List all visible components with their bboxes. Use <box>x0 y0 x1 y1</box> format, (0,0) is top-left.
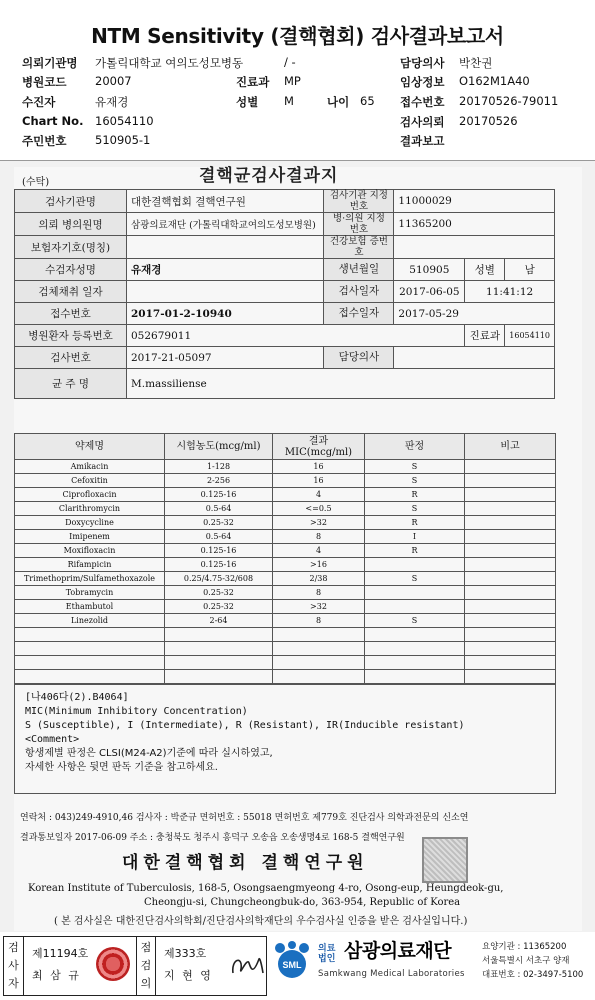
reviewer-name: 지 현 영 <box>164 969 213 982</box>
info-label: 검체채취 일자 <box>15 281 127 303</box>
column-header: 약제명 <box>15 434 165 460</box>
drug-remark <box>465 530 556 544</box>
info-value <box>127 281 324 303</box>
institute-seal <box>422 837 468 883</box>
scanned-report-page <box>14 167 582 931</box>
drug-conc: 0.25/4.75-32/608 <box>165 572 273 586</box>
label-institution: 의뢰기관명 <box>22 56 78 70</box>
drug-conc: 2-64 <box>165 614 273 628</box>
info-row <box>15 236 555 259</box>
patient-info-table <box>14 189 555 399</box>
drug-name: Imipenem <box>15 530 165 544</box>
drug-mic: >32 <box>273 516 365 530</box>
drug-remark <box>465 642 556 656</box>
drug-conc: 0.125-16 <box>165 488 273 502</box>
drug-judge: S <box>365 502 465 516</box>
drug-row <box>15 544 556 558</box>
value-chart-no: 16054110 <box>95 114 154 128</box>
label-clinical-info: 임상정보 <box>400 75 445 89</box>
info-row <box>15 303 555 325</box>
label-receipt-no: 접수번호 <box>400 95 445 109</box>
info-value: 052679011 <box>127 325 465 347</box>
label-sex: 성별 <box>236 95 259 109</box>
info-label: 검사번호 <box>15 347 127 369</box>
info-label: 접수번호 <box>15 303 127 325</box>
value-request-date: 20170526 <box>459 114 518 128</box>
value-clinical-info: O162M1A40 <box>459 74 530 88</box>
label-age: 나이 <box>327 95 350 109</box>
legend-box <box>14 684 556 794</box>
corp-address: 서울특별시 서초구 양재 <box>482 956 570 966</box>
value-ward: / - <box>284 55 296 69</box>
signature-bar <box>0 934 595 1000</box>
value-hospital-code: 20007 <box>95 74 132 88</box>
drug-judge: S <box>365 460 465 474</box>
drug-mic: 8 <box>273 614 365 628</box>
info-row <box>15 347 555 369</box>
info-label: 성별 <box>465 259 505 281</box>
drug-row <box>15 600 556 614</box>
drug-mic: >16 <box>273 558 365 572</box>
corp-info <box>482 940 583 982</box>
info-label: 보험자기호(명칭) <box>15 236 127 259</box>
drug-remark <box>465 474 556 488</box>
info-value: 삼광의료재단 (가톨릭대학교여의도성모병원) <box>127 213 324 236</box>
drug-sensitivity-table <box>14 433 556 684</box>
info-label: 접수일자 <box>324 303 394 325</box>
drug-name: Ethambutol <box>15 600 165 614</box>
label-doctor: 담당의사 <box>400 56 445 70</box>
column-header: 판정 <box>365 434 465 460</box>
drug-row <box>15 572 556 586</box>
corp-name: 삼광의료재단 <box>344 940 452 962</box>
drug-row <box>15 642 556 656</box>
info-value: 대한결핵협회 결핵연구원 <box>127 190 324 213</box>
legend-line: 자세한 사항은 뒷면 판독 기준을 참고하세요. <box>25 762 218 773</box>
info-value: 11000029 <box>394 190 555 213</box>
drug-name: Rifampicin <box>15 558 165 572</box>
drug-name <box>15 628 165 642</box>
scan-title: 결핵균검사결과지 <box>199 166 339 186</box>
sml-logo <box>272 940 312 980</box>
info-value: 11:41:12 <box>465 281 555 303</box>
info-value: 2017-06-05 <box>394 281 465 303</box>
info-value: 2017-01-2-10940 <box>127 303 324 325</box>
info-label: 검사기관 지정번호 <box>324 190 394 213</box>
drug-judge: S <box>365 614 465 628</box>
institute-address-en-1: Korean Institute of Tuberculosis, 168-5, Osongsaengmyeong 4-ro, Osong-eup, Heungdeok-gu, <box>28 883 504 894</box>
contact-line: 연락처 : 043)249-4910,46 검사자 : 박준규 면허번호 : 55018 면허번호 제779호 진단검사 의학과전문의 신소연 <box>20 813 469 823</box>
drug-row <box>15 488 556 502</box>
info-label: 검사기관명 <box>15 190 127 213</box>
drug-judge: S <box>365 572 465 586</box>
value-age: 65 <box>360 94 375 108</box>
reviewer-label-text: 점검의 <box>140 941 152 990</box>
drug-remark <box>465 670 556 684</box>
drug-row <box>15 474 556 488</box>
scanned-report <box>0 160 595 932</box>
value-sex: M <box>284 94 294 108</box>
reviewer-label <box>136 937 156 995</box>
value-receipt-no: 20170526-79011 <box>459 94 559 108</box>
info-value: M.massiliense <box>127 369 555 399</box>
legend-line: [나406다(2).B4064] <box>25 692 129 703</box>
drug-mic: <=0.5 <box>273 502 365 516</box>
value-doctor: 박찬권 <box>459 56 493 70</box>
column-header: 시험농도(mcg/ml) <box>165 434 273 460</box>
corp-prefix <box>318 944 338 964</box>
info-label: 건강보험 증번호 <box>324 236 394 259</box>
consignment-mark: (수탁) <box>22 177 50 188</box>
drug-judge <box>365 600 465 614</box>
drug-judge <box>365 656 465 670</box>
label-chart-no: Chart No. <box>22 114 84 128</box>
drug-name: Tobramycin <box>15 586 165 600</box>
inspector-label <box>4 937 24 995</box>
drug-remark <box>465 488 556 502</box>
inspector-name: 최 삼 규 <box>32 969 81 982</box>
drug-header-row <box>15 434 556 460</box>
drug-conc: 0.25-32 <box>165 600 273 614</box>
info-row <box>15 369 555 399</box>
info-label: 검사일자 <box>324 281 394 303</box>
label-resident-no: 주민번호 <box>22 134 67 148</box>
corp-name-en: Samkwang Medical Laboratories <box>318 969 465 979</box>
drug-name: Clarithromycin <box>15 502 165 516</box>
drug-name: Moxifloxacin <box>15 544 165 558</box>
drug-conc: 0.25-32 <box>165 516 273 530</box>
drug-remark <box>465 628 556 642</box>
column-header: 비고 <box>465 434 556 460</box>
drug-conc: 2-256 <box>165 474 273 488</box>
drug-conc: 1-128 <box>165 460 273 474</box>
drug-judge: R <box>365 516 465 530</box>
drug-conc <box>165 642 273 656</box>
drug-mic: 2/38 <box>273 572 365 586</box>
report-title: NTM Sensitivity (결핵협회) 검사결과보고서 <box>91 24 504 48</box>
legend-line: 항생제별 판정은 CLSI(M24-A2)기준에 따라 실시하였고, <box>25 748 273 759</box>
logo-text: SML <box>282 960 302 970</box>
info-label: 의뢰 병의원명 <box>15 213 127 236</box>
info-value <box>394 236 555 259</box>
report-header <box>0 0 595 160</box>
drug-row <box>15 656 556 670</box>
drug-mic <box>273 656 365 670</box>
info-value: 11365200 <box>394 213 555 236</box>
drug-judge <box>365 586 465 600</box>
drug-conc: 0.5-64 <box>165 502 273 516</box>
drug-row <box>15 516 556 530</box>
drug-row <box>15 670 556 684</box>
info-label: 균 주 명 <box>15 369 127 399</box>
drug-remark <box>465 544 556 558</box>
drug-judge: S <box>365 474 465 488</box>
drug-name: Linezolid <box>15 614 165 628</box>
value-resident-no: 510905-1 <box>95 133 151 147</box>
drug-mic: 8 <box>273 530 365 544</box>
info-row <box>15 190 555 213</box>
drug-remark <box>465 558 556 572</box>
drug-name <box>15 670 165 684</box>
drug-remark <box>465 572 556 586</box>
info-value: 510905 <box>394 259 465 281</box>
drug-mic: 4 <box>273 488 365 502</box>
legend-line: <Comment> <box>25 734 80 745</box>
drug-remark <box>465 502 556 516</box>
certification-note: ( 본 검사실은 대한진단검사의학회/진단검사의학재단의 우수검사실 인증을 받은 검사실입니다.) <box>54 916 468 927</box>
drug-row <box>15 558 556 572</box>
legend-line: MIC(Minimum Inhibitory Concentration) <box>25 706 248 717</box>
info-label: 생년월일 <box>324 259 394 281</box>
drug-conc <box>165 656 273 670</box>
drug-conc: 0.5-64 <box>165 530 273 544</box>
label-request-date: 검사의뢰 <box>400 115 445 129</box>
drug-name: Cefoxitin <box>15 474 165 488</box>
drug-mic: 16 <box>273 474 365 488</box>
drug-conc: 0.125-16 <box>165 544 273 558</box>
drug-remark <box>465 460 556 474</box>
info-row <box>15 281 555 303</box>
drug-mic: 8 <box>273 586 365 600</box>
drug-judge <box>365 558 465 572</box>
drug-remark <box>465 614 556 628</box>
inspector-license: 제11194호 <box>32 947 89 960</box>
drug-conc: 0.25-32 <box>165 586 273 600</box>
label-hospital-code: 병원코드 <box>22 75 67 89</box>
drug-name: Ciprofloxacin <box>15 488 165 502</box>
info-value: 2017-05-29 <box>394 303 555 325</box>
drug-row <box>15 614 556 628</box>
column-header: 결과 MIC(mcg/ml) <box>273 434 365 460</box>
info-value: 2017-21-05097 <box>127 347 324 369</box>
value-patient: 유재경 <box>95 95 129 109</box>
drug-row <box>15 502 556 516</box>
drug-remark <box>465 516 556 530</box>
drug-remark <box>465 656 556 670</box>
info-row <box>15 325 555 347</box>
info-value <box>127 236 324 259</box>
info-value: 유재경 <box>127 259 324 281</box>
info-label: 병원환자 등록번호 <box>15 325 127 347</box>
drug-name <box>15 642 165 656</box>
reviewer-license: 제333호 <box>164 947 207 960</box>
drug-mic: >32 <box>273 600 365 614</box>
info-row <box>15 259 555 281</box>
drug-row <box>15 530 556 544</box>
drug-remark <box>465 600 556 614</box>
drug-judge: R <box>365 488 465 502</box>
corp-phone: 대표번호 : 02-3497-5100 <box>482 970 584 980</box>
reviewer-signature <box>229 949 265 981</box>
info-label: 병·의원 지정번호 <box>324 213 394 236</box>
drug-judge: I <box>365 530 465 544</box>
drug-name: Doxycycline <box>15 516 165 530</box>
label-department: 진료과 <box>236 75 270 89</box>
drug-conc: 0.125-16 <box>165 558 273 572</box>
signature-box <box>3 936 267 996</box>
label-result-report: 결과보고 <box>400 134 445 148</box>
label-patient: 수진자 <box>22 95 56 109</box>
legend-line: S (Susceptible), I (Intermediate), R (Resistant), IR(Inducible resistant) <box>25 720 465 731</box>
drug-name: Amikacin <box>15 460 165 474</box>
value-department: MP <box>284 74 301 88</box>
drug-row <box>15 628 556 642</box>
inspector-label-text: 검사자 <box>8 941 19 990</box>
info-value: 남 <box>505 259 555 281</box>
drug-judge <box>365 642 465 656</box>
institute-address-en-2: Cheongju-si, Chungcheongbuk-do, 363-954, Republic of Korea <box>144 897 461 908</box>
info-label: 담당의사 <box>324 347 394 369</box>
inspector-seal <box>96 947 130 981</box>
drug-conc <box>165 670 273 684</box>
drug-judge: R <box>365 544 465 558</box>
drug-judge <box>365 670 465 684</box>
drug-mic <box>273 642 365 656</box>
info-label: 진료과 <box>465 325 505 347</box>
drug-mic: 16 <box>273 460 365 474</box>
drug-row <box>15 460 556 474</box>
drug-remark <box>465 586 556 600</box>
drug-mic: 4 <box>273 544 365 558</box>
institute-name: 대한결핵협회 결핵연구원 <box>122 853 369 873</box>
report-date-line: 결과통보일자 2017-06-09 주소 : 충청북도 청주시 흥덕구 오송읍 오송생명4로 168-5 결핵연구원 <box>20 833 405 843</box>
drug-mic <box>273 628 365 642</box>
info-value <box>394 347 555 369</box>
drug-name <box>15 656 165 670</box>
drug-row <box>15 586 556 600</box>
corp-prefix-text: 의료법인 <box>318 944 336 964</box>
info-label: 수검자성명 <box>15 259 127 281</box>
info-value: 16054110 <box>505 325 555 347</box>
corp-code: 요양기관 : 11365200 <box>482 942 567 952</box>
value-institution: 가톨릭대학교 여의도성모병동 <box>95 56 244 70</box>
drug-conc <box>165 628 273 642</box>
info-row <box>15 213 555 236</box>
drug-mic <box>273 670 365 684</box>
drug-name: Trimethoprim/Sulfamethoxazole <box>15 572 165 586</box>
drug-judge <box>365 628 465 642</box>
